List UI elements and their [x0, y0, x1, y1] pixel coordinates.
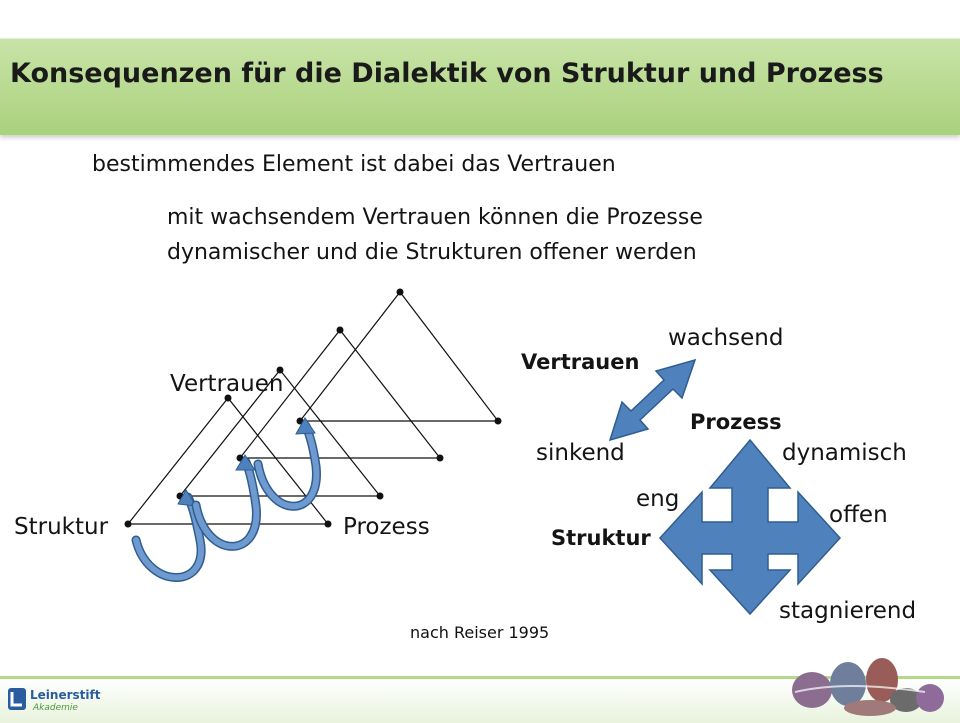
cross-arrow	[660, 440, 840, 614]
label-vertrauen-left: Vertrauen	[170, 371, 284, 397]
source-credit: nach Reiser 1995	[410, 623, 550, 642]
footer-band	[0, 676, 960, 723]
label-dynamisch: dynamisch	[782, 440, 907, 466]
label-struktur-right: Struktur	[551, 526, 651, 550]
vertex-dot	[397, 289, 404, 296]
logo-sub: Akademie	[33, 703, 78, 713]
text-line-2a: mit wachsendem Vertrauen können die Prozesse	[167, 205, 703, 230]
text-line-2b: dynamischer und die Strukturen offener werden	[167, 240, 697, 265]
vertex-dot	[325, 521, 332, 528]
label-stagnierend: stagnierend	[779, 598, 917, 624]
text-line-1: bestimmendes Element ist dabei das Vertrauen	[92, 152, 616, 177]
label-offen: offen	[829, 502, 888, 528]
curved-arrow-1	[136, 490, 201, 578]
vertex-dot	[337, 327, 344, 334]
label-eng: eng	[636, 486, 680, 512]
vertex-dot	[125, 521, 132, 528]
vertex-dot	[437, 455, 444, 462]
vertex-dot	[495, 418, 502, 425]
label-vertrauen-right: Vertrauen	[521, 350, 640, 374]
label-prozess-right: Prozess	[690, 410, 782, 434]
triangle-4	[300, 292, 498, 421]
vertex-dot	[377, 493, 384, 500]
page-title: Konsequenzen für die Dialektik von Struktur und Prozess	[10, 58, 884, 89]
label-wachsend: wachsend	[668, 325, 784, 351]
label-prozess-left: Prozess	[343, 514, 430, 540]
logo-name: Leinerstift	[30, 688, 101, 702]
curved-arrow-3	[258, 418, 316, 506]
label-struktur-left: Struktur	[14, 514, 109, 540]
curved-arrow-2	[196, 455, 256, 546]
label-sinkend: sinkend	[536, 440, 625, 466]
